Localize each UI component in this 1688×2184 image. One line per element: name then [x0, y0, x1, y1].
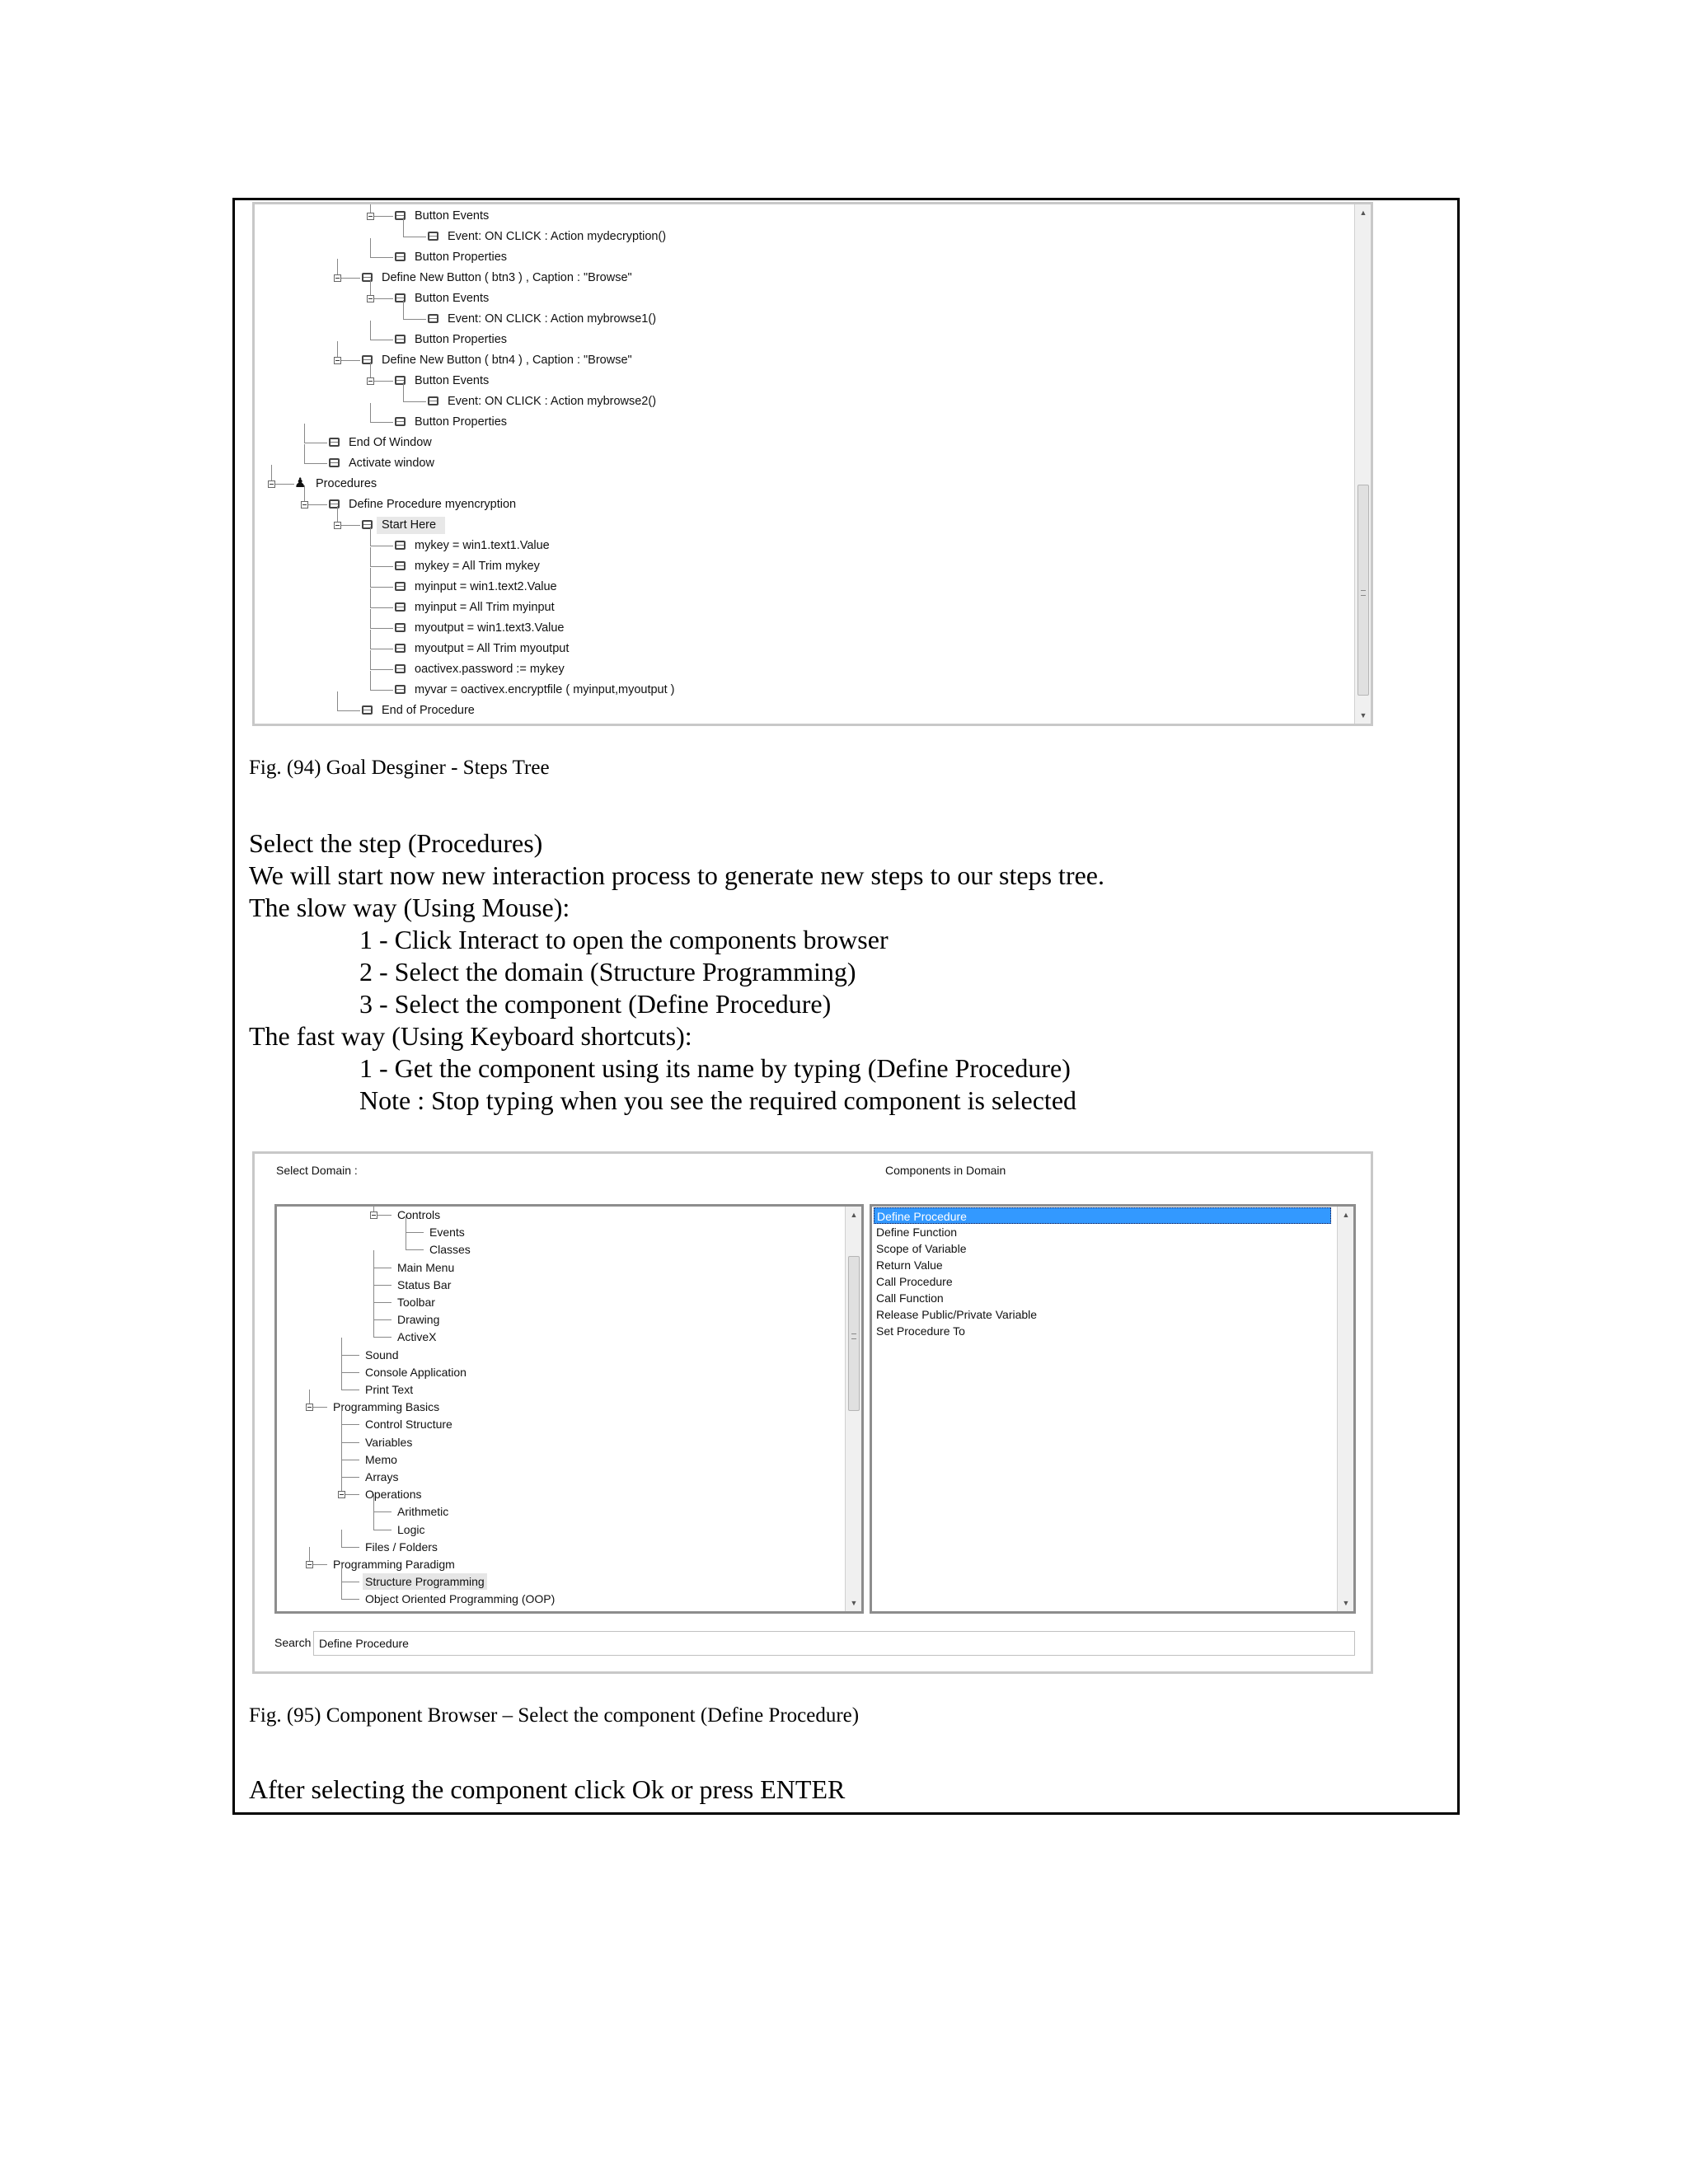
tree-step[interactable]: End Of Window [349, 436, 432, 449]
step-icon [395, 376, 406, 385]
domain-item[interactable]: Status Bar [397, 1277, 452, 1291]
component-item[interactable]: Return Value [876, 1258, 943, 1272]
tree-connector [341, 1460, 342, 1477]
collapse-icon[interactable] [338, 1491, 345, 1498]
domain-item[interactable]: Classes [429, 1243, 471, 1257]
domain-item[interactable]: Toolbar [397, 1296, 435, 1309]
tree-connector [370, 671, 371, 691]
tree-step[interactable]: Button Properties [415, 251, 508, 264]
tree-connector [406, 1249, 424, 1250]
step-icon [329, 499, 340, 509]
step-icon [395, 252, 406, 261]
components-list-scrollbar[interactable] [1337, 1207, 1353, 1611]
tree-connector [341, 1547, 359, 1548]
tree-step[interactable]: mykey = win1.text1.Value [415, 539, 550, 552]
tree-step[interactable]: myoutput = All Trim myoutput [415, 642, 570, 655]
domain-item[interactable]: Operations [365, 1488, 422, 1502]
tree-step[interactable]: Button Events [415, 292, 490, 305]
tree-step[interactable]: myoutput = win1.text3.Value [415, 621, 565, 635]
tree-connector [370, 566, 393, 567]
tree-connector [403, 319, 426, 320]
tree-connector [403, 401, 426, 402]
tree-connector [341, 1477, 359, 1478]
tree-connector [370, 403, 371, 423]
scroll-down-icon[interactable]: ▼ [1359, 711, 1367, 719]
instruction-line: The fast way (Using Keyboard shortcuts): [249, 1021, 692, 1051]
collapse-icon[interactable] [334, 274, 341, 282]
tree-step[interactable]: Define Procedure myencryption [349, 498, 517, 511]
fig95-caption: Fig. (95) Component Browser – Select the component (Define Procedure) [249, 1704, 860, 1727]
collapse-icon[interactable] [306, 1404, 313, 1411]
instruction-line: 1 - Click Interact to open the components browser [359, 925, 889, 954]
step-icon [395, 541, 406, 550]
tree-connector [341, 1338, 342, 1355]
tree-connector [370, 650, 371, 670]
tree-connector [370, 607, 393, 608]
tree-connector [373, 1250, 374, 1268]
tree-step[interactable]: Button Events [415, 209, 490, 223]
domain-item[interactable]: ActiveX [397, 1330, 437, 1344]
tree-connector [406, 1232, 424, 1233]
step-icon [395, 664, 406, 673]
component-item[interactable]: Define Procedure [874, 1207, 1331, 1224]
collapse-icon[interactable] [268, 480, 275, 488]
tree-connector [373, 1319, 392, 1320]
tree-connector [373, 1268, 374, 1285]
tree-connector [337, 710, 360, 711]
component-item[interactable]: Set Procedure To [876, 1324, 965, 1338]
step-icon [395, 335, 406, 344]
domain-item[interactable]: Logic [397, 1522, 425, 1536]
domain-item[interactable]: Arrays [365, 1470, 399, 1483]
step-icon [395, 561, 406, 570]
component-item[interactable]: Define Function [876, 1226, 958, 1239]
tree-connector [341, 1425, 342, 1442]
tree-step[interactable]: Event: ON CLICK : Action mybrowse2() [448, 395, 657, 408]
tree-connector [373, 1302, 392, 1303]
fig94-caption: Fig. (94) Goal Desginer - Steps Tree [249, 757, 550, 779]
domain-item[interactable]: Drawing [397, 1313, 440, 1327]
tree-connector [373, 1285, 374, 1302]
domain-item[interactable]: Sound [365, 1347, 399, 1361]
tree-connector [370, 609, 371, 629]
step-icon [428, 396, 438, 405]
tree-connector [341, 1530, 342, 1547]
tree-connector [373, 1319, 374, 1337]
step-icon [329, 438, 340, 447]
tree-connector [370, 547, 371, 567]
instruction-line: 1 - Get the component using its name by typing (Define Procedure) [359, 1053, 1071, 1083]
tree-step[interactable]: Button Events [415, 374, 490, 387]
tree-step[interactable]: Define New Button ( btn3 ) , Caption : "Browse" [382, 271, 632, 284]
tree-step[interactable]: Start Here [382, 518, 437, 532]
domain-item[interactable]: Object Oriented Programming (OOP) [365, 1592, 556, 1606]
step-icon [362, 705, 373, 715]
collapse-icon[interactable] [367, 377, 374, 385]
tree-step[interactable]: myinput = win1.text2.Value [415, 580, 557, 593]
collapse-icon[interactable] [306, 1561, 313, 1568]
domain-item[interactable]: Console Application [365, 1365, 467, 1379]
tree-step[interactable]: Define New Button ( btn4 ) , Caption : "Browse" [382, 354, 632, 367]
instruction-line: Note : Stop typing when you see the required component is selected [359, 1085, 1077, 1115]
component-item[interactable]: Release Public/Private Variable [876, 1308, 1038, 1321]
tree-connector [373, 1511, 392, 1512]
scroll-up-icon[interactable]: ▲ [850, 1211, 858, 1219]
closing-text: After selecting the component click Ok or press ENTER [249, 1774, 846, 1804]
tree-step[interactable]: Button Properties [415, 415, 508, 429]
tree-step[interactable]: Event: ON CLICK : Action mybrowse1() [448, 312, 657, 326]
scroll-down-icon[interactable]: ▼ [1342, 1599, 1350, 1607]
tree-connector [341, 1355, 359, 1356]
scroll-up-icon[interactable]: ▲ [1342, 1211, 1350, 1219]
tree-step[interactable]: myinput = All Trim myinput [415, 601, 555, 614]
tree-connector [341, 1372, 359, 1373]
collapse-icon[interactable] [334, 357, 341, 364]
domain-item[interactable]: Main Menu [397, 1260, 455, 1274]
tree-connector [304, 424, 305, 443]
step-icon [362, 355, 373, 364]
tree-step[interactable]: Activate window [349, 457, 434, 470]
collapse-icon[interactable] [334, 522, 341, 529]
tree-connector [370, 588, 371, 608]
collapse-icon[interactable] [370, 1212, 377, 1219]
instructions [249, 827, 1104, 1117]
tree-connector [341, 1582, 342, 1599]
tree-connector [337, 691, 338, 711]
person-icon: ♟ [294, 476, 307, 490]
domain-item[interactable]: Controls [397, 1208, 441, 1221]
instruction-line: We will start now new interaction process to generate new steps to our steps tree. [249, 860, 1104, 890]
tree-step[interactable]: myvar = oactivex.encryptfile ( myinput,myoutput ) [415, 683, 675, 696]
step-icon [362, 520, 373, 529]
instruction-line: Select the step (Procedures) [249, 828, 543, 858]
step-icon [395, 685, 406, 694]
domain-item[interactable]: Events [429, 1226, 465, 1240]
instruction-line: 3 - Select the component (Define Procedure) [359, 989, 832, 1019]
tree-connector [370, 630, 371, 649]
tree-connector [370, 238, 371, 258]
step-icon [329, 458, 340, 467]
tree-connector [370, 257, 393, 258]
step-icon [428, 314, 438, 323]
tree-connector [370, 628, 393, 629]
tree-connector [403, 300, 404, 320]
domain-item[interactable]: Memo [365, 1452, 397, 1466]
step-icon [395, 623, 406, 632]
tree-step[interactable]: mykey = All Trim mykey [415, 560, 540, 573]
domain-item[interactable]: Programming Basics [333, 1400, 440, 1414]
tree-connector [373, 1337, 392, 1338]
step-icon [395, 644, 406, 653]
components-in-domain-label: Components in Domain [885, 1164, 1006, 1177]
domain-item[interactable]: Files / Folders [365, 1540, 438, 1554]
step-icon [395, 602, 406, 612]
tree-connector [373, 1494, 374, 1511]
tree-connector [373, 1302, 374, 1319]
tree-connector [370, 669, 393, 670]
tree-connector [403, 382, 404, 402]
tree-connector [370, 527, 371, 546]
scroll-up-icon[interactable]: ▲ [1359, 209, 1367, 217]
select-domain-label: Select Domain : [276, 1164, 358, 1177]
scroll-thumb[interactable] [1357, 485, 1369, 696]
tree-connector [373, 1285, 392, 1286]
step-icon [395, 582, 406, 591]
component-browser [252, 1151, 1373, 1674]
steps-tree[interactable] [252, 202, 1373, 726]
tree-step[interactable]: Button Properties [415, 333, 508, 346]
component-item[interactable]: Call Function [876, 1291, 944, 1305]
domain-tree-scrollbar[interactable] [845, 1207, 861, 1611]
tree-step[interactable]: Event: ON CLICK : Action mydecryption() [448, 230, 667, 243]
tree-connector [403, 218, 404, 237]
tree-connector [370, 690, 393, 691]
instruction-line: 2 - Select the domain (Structure Programming) [359, 957, 856, 987]
instruction-line: The slow way (Using Mouse): [249, 893, 570, 922]
tree-connector [341, 1372, 342, 1390]
tree-connector [370, 568, 371, 588]
tree-step[interactable]: oactivex.password := mykey [415, 663, 565, 676]
collapse-icon[interactable] [367, 213, 374, 220]
component-item[interactable]: Call Procedure [876, 1275, 953, 1288]
scroll-thumb[interactable] [848, 1256, 860, 1411]
tree-connector [341, 1355, 342, 1372]
step-icon [362, 273, 373, 282]
search-input[interactable]: Define Procedure [313, 1631, 1355, 1656]
tree-connector [341, 1442, 359, 1443]
domain-item[interactable]: Variables [365, 1435, 413, 1449]
tree-step[interactable]: End of Procedure [382, 704, 475, 717]
tree-connector [341, 1564, 342, 1582]
tree-connector [341, 1424, 359, 1425]
collapse-icon[interactable] [367, 295, 374, 302]
component-item[interactable]: Scope of Variable [876, 1242, 967, 1255]
step-icon [395, 417, 406, 426]
tree-connector [370, 321, 371, 340]
tree-connector [370, 422, 393, 423]
tree-connector [304, 444, 305, 464]
tree-connector [373, 1512, 374, 1530]
domain-tree[interactable] [274, 1204, 864, 1614]
step-icon [428, 232, 438, 241]
tree-step[interactable]: Procedures [316, 477, 377, 490]
step-icon [395, 293, 406, 302]
domain-item[interactable]: Arithmetic [397, 1505, 449, 1519]
tree-connector [341, 1407, 342, 1424]
step-icon [395, 211, 406, 220]
domain-item[interactable]: Control Structure [365, 1418, 452, 1432]
domain-item[interactable]: Programming Paradigm [333, 1558, 455, 1571]
tree-connector [341, 1599, 359, 1600]
domain-item[interactable]: Structure Programming [363, 1573, 487, 1590]
collapse-icon[interactable] [301, 501, 308, 509]
search-label: Search [274, 1636, 312, 1649]
steps-tree-scrollbar[interactable] [1354, 204, 1371, 724]
tree-connector [370, 587, 393, 588]
tree-connector [341, 1442, 342, 1460]
tree-connector [304, 463, 327, 464]
components-list[interactable] [870, 1204, 1356, 1614]
scroll-down-icon[interactable]: ▼ [850, 1599, 858, 1607]
domain-item[interactable]: Print Text [365, 1383, 414, 1396]
